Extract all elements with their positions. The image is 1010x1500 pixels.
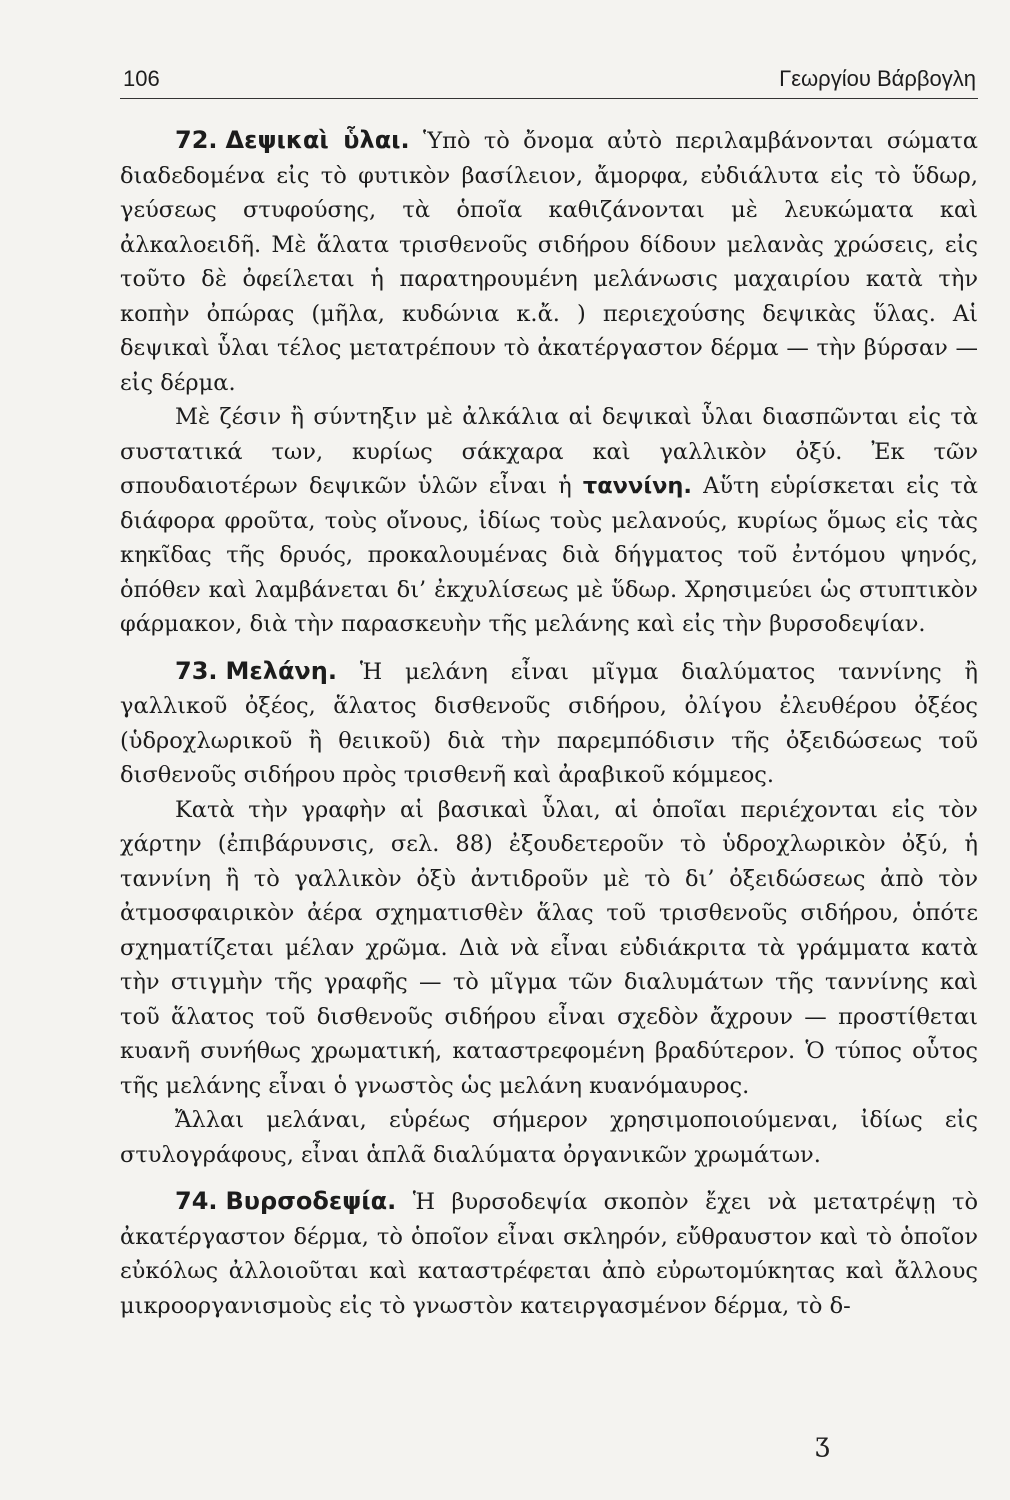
paragraph-text: Ὑπὸ τὸ ὄνομα αὐτὸ περιλαμβάνονται σώματα διαδεδομένα εἰς τὸ φυτικὸν βασίλειον, ἄμορφα, εὐδιάλυτα εἰς τὸ ὕδωρ, γεύσεως στυφούσης, τὰ ὁποῖα καθιζάνονται μὲ λευκώματα καὶ ἀλκαλοειδῆ. Μὲ ἅλατα τρισθενοῦς σιδήρου δίδουν μελανὰς χρώσεις, εἰς τοῦτο δὲ ὀφείλεται ἡ παρατηρουμένη μελάνωσις μαχαιρίου κατὰ τὴν κοπὴν ὀπώρας (μῆλα, κυδώνια κ.ἄ. ) περιεχούσης δεψικὰς ὕλας. Αἱ δεψικαὶ ὗλαι τέλος μετατρέπουν τὸ ἀκατέργαστον δέρμα — τὴν βύρσαν — εἰς δέρμα. xyxy=(120,128,979,396)
paragraph-text: Ἡ βυρσοδεψία σκοπὸν ἔχει νὰ μετατρέψῃ τὸ ἀκατέργαστον δέρμα, τὸ ὁποῖον εἶναι σκληρόν, εὔθραυστον καὶ τὸ ὁποῖον εὐκόλως ἀλλοιοῦται καὶ καταστρέφεται ἀπὸ εὐρωτομύκητας καὶ ἄλλους μικροοργανισμοὺς εἰς τὸ γνωστὸν κατειργασμένον δέρμα, τὸ δ- xyxy=(120,1189,979,1319)
section-title: Μελάνη. xyxy=(225,656,337,685)
section-72-paragraph-1 xyxy=(120,123,978,400)
book-page xyxy=(120,52,978,1323)
section-72-paragraph-2 xyxy=(120,400,978,642)
section-title: Δεψικαὶ ὗλαι. xyxy=(225,126,410,154)
page-header xyxy=(120,52,978,99)
section-73-paragraph-1 xyxy=(120,654,978,793)
section-heading xyxy=(175,657,337,685)
section-74-paragraph-1 xyxy=(120,1184,978,1323)
paragraph-text: Κατὰ τὴν γραφὴν αἱ βασικαὶ ὗλαι, αἱ ὁποῖαι περιέχονται εἰς τὸν χάρτην (ἐπιβάρυνσις, σελ. 88) ἐξουδετεροῦν τὸ ὑδροχλωρικὸν ὀξύ, ἡ ταννίνη ἢ τὸ γαλλικὸν ὀξὺ ἀντιδροῦν μὲ τὸ δι’ ὀξειδώσεως ἀπὸ τὸν ἀτμοσφαιρικὸν ἀέρα σχηματισθὲν ἅλας τοῦ τρισθενοῦς σιδήρου, ὁπότε σχηματίζεται μέλαν χρῶμα. Διὰ νὰ εἶναι εὐδιάκριτα τὰ γράμματα κατὰ τὴν στιγμὴν τῆς γραφῆς — τὸ μῖγμα τῶν διαλυμάτων τῆς ταννίνης καὶ τοῦ ἅλατος τοῦ δισθενοῦς σιδήρου εἶναι σχεδὸν ἄχρουν — προστίθεται κυανῆ συνήθως χρωματική, καταστρεφομένη βραδύτερον. Ὁ τύπος οὗτος τῆς μελάνης εἶναι ὁ γνωστὸς ὡς μελάνη κυανόμαυρος. xyxy=(120,796,978,1099)
section-title: Βυρσοδεψία. xyxy=(225,1187,397,1215)
section-number: 73. xyxy=(175,656,218,685)
signature-mark: ʒ xyxy=(815,1428,830,1458)
section-73-paragraph-2 xyxy=(120,793,978,1104)
paragraph-text: Αὕτη εὑρίσκεται εἰς τὰ διάφορα φροῦτα, τοὺς οἴνους, ἰδίως τοὺς μελανούς, κυρίως ὅμως εἰς τὰς κηκῖδας τῆς δρυός, προκαλουμένας διὰ δήγματος τοῦ ἐντόμου ψηνός, ὁπόθεν καὶ λαμβάνεται δι’ ἐκχυλίσεως μὲ ὕδωρ. Χρησιμεύει ὡς στυπτικὸν φάρμακον, διὰ τὴν παρασκευὴν τῆς μελάνης καὶ εἰς τὴν βυρσοδεψίαν. xyxy=(120,473,978,637)
emphasized-term: ταννίνη. xyxy=(582,473,692,499)
paragraph-text: Ἄλλαι μελάναι, εὑρέως σήμερον χρησιμοποιούμεναι, ἰδίως εἰς στυλογράφους, εἶναι ἁπλᾶ διαλύματα ὀργανικῶν χρωμάτων. xyxy=(120,1107,978,1168)
running-head: Γεωργίου Βάρβογλη xyxy=(779,66,976,91)
page-number: 106 xyxy=(123,66,160,91)
paragraph-text: Ἡ μελάνη εἶναι μῖγμα διαλύματος ταννίνης ἢ γαλλικοῦ ὀξέος, ἅλατος δισθενοῦς σιδήρου, ὀλίγου ἐλευθέρου ὀξέος (ὑδροχλωρικοῦ ἢ θειικοῦ) διὰ τὴν παρεμπόδισιν τῆς ὀξειδώσεως τοῦ δισθενοῦς σιδήρου πρὸς τρισθενῆ καὶ ἀραβικοῦ κόμμεος. xyxy=(120,658,979,788)
body-text xyxy=(120,123,978,1323)
section-73-paragraph-3 xyxy=(120,1103,978,1172)
section-heading xyxy=(175,1187,396,1215)
paragraph-text: Μὲ ζέσιν ἢ σύντηξιν μὲ ἀλκάλια αἱ δεψικαὶ ὗλαι διασπῶνται εἰς τὰ συστατικά των, κυρίως σάκχαρα καὶ γαλλικὸν ὀξύ. Ἐκ τῶν σπουδαιοτέρων δεψικῶν ὑλῶν εἶναι ἡ xyxy=(120,404,978,499)
section-number: 74. xyxy=(175,1187,218,1215)
section-heading xyxy=(175,126,410,154)
section-number: 72. xyxy=(175,126,218,154)
